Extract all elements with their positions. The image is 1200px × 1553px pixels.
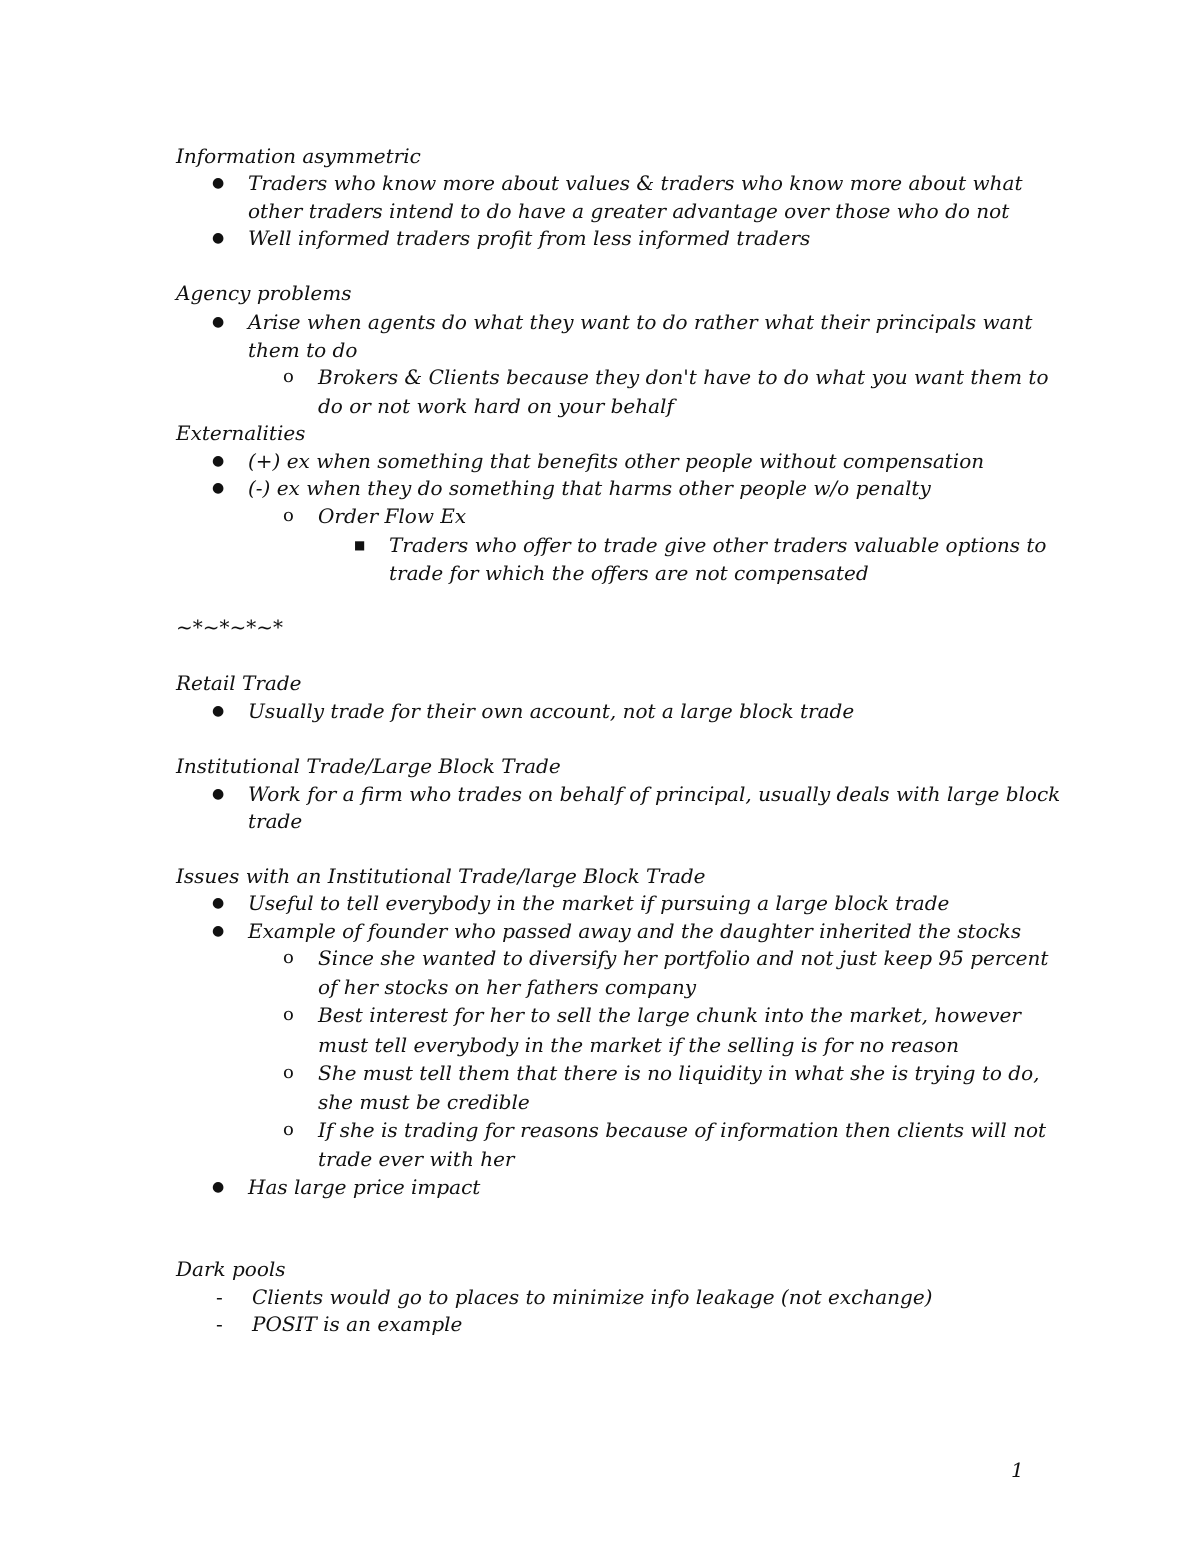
list-item-text: Example of founder who passed away and the daughter inherited the stocks xyxy=(248,919,1022,943)
bullet-icon: ● xyxy=(212,453,225,469)
list-item-text: (-) ex when they do something that harms other people w/o penalty xyxy=(248,476,931,500)
dash-bullet-icon: - xyxy=(216,1285,223,1309)
list-item-text: she must be credible xyxy=(318,1090,530,1114)
bullet-icon: ● xyxy=(212,786,225,802)
bullet-icon: ● xyxy=(212,480,225,496)
circle-bullet-icon: o xyxy=(283,1062,294,1083)
list-item-text: of her stocks on her fathers company xyxy=(318,975,697,999)
list-item-text: Work for a firm who trades on behalf of principal, usually deals with large block xyxy=(248,782,1061,806)
section-heading-institutional-trade: Institutional Trade/Large Block Trade xyxy=(176,754,561,778)
section-heading-agency-problems: Agency problems xyxy=(176,281,352,305)
list-item-text: Brokers & Clients because they don't have to do what you want them to xyxy=(318,365,1049,389)
bullet-icon: ● xyxy=(212,230,225,246)
list-item-text: them to do xyxy=(248,338,358,362)
list-item-text: trade ever with her xyxy=(318,1147,515,1171)
list-item-text: Traders who know more about values & traders who know more about what xyxy=(248,171,1023,195)
circle-bullet-icon: o xyxy=(283,1119,294,1140)
separator-text: ~*~*~*~* xyxy=(176,615,284,639)
dash-bullet-icon: - xyxy=(216,1312,223,1336)
section-heading-issues: Issues with an Institutional Trade/large Block Trade xyxy=(176,864,706,888)
section-heading-retail-trade: Retail Trade xyxy=(176,671,302,695)
list-item-text: Since she wanted to diversify her portfolio and not just keep 95 percent xyxy=(318,946,1049,970)
bullet-icon: ● xyxy=(212,923,225,939)
list-item-text: must tell everybody in the market if the selling is for no reason xyxy=(318,1033,959,1057)
list-item-text: Order Flow Ex xyxy=(318,504,467,528)
list-item-text: Well informed traders profit from less informed traders xyxy=(248,226,811,250)
circle-bullet-icon: o xyxy=(283,366,294,387)
square-bullet-icon: ■ xyxy=(354,538,366,552)
list-item-text: She must tell them that there is no liquidity in what she is trying to do, xyxy=(318,1061,1040,1085)
section-heading-dark-pools: Dark pools xyxy=(176,1257,286,1281)
circle-bullet-icon: o xyxy=(283,1004,294,1025)
list-item-text: trade for which the offers are not compensated xyxy=(389,561,869,585)
circle-bullet-icon: o xyxy=(283,505,294,526)
bullet-icon: ● xyxy=(212,895,225,911)
list-item-text: Arise when agents do what they want to do rather what their principals want xyxy=(248,310,1033,334)
section-heading-externalities: Externalities xyxy=(176,421,306,445)
list-item-text: Best interest for her to sell the large chunk into the market, however xyxy=(318,1003,1021,1027)
circle-bullet-icon: o xyxy=(283,947,294,968)
list-item-text: Has large price impact xyxy=(248,1175,481,1199)
list-item-text: Usually trade for their own account, not a large block trade xyxy=(248,699,855,723)
bullet-icon: ● xyxy=(212,703,225,719)
list-item-text: trade xyxy=(248,809,303,833)
page-number: 1 xyxy=(1011,1458,1024,1482)
list-item-text: do or not work hard on your behalf xyxy=(318,394,674,418)
list-item-text: other traders intend to do have a greater advantage over those who do not xyxy=(248,199,1010,223)
list-item-text: Useful to tell everybody in the market if pursuing a large block trade xyxy=(248,891,950,915)
bullet-icon: ● xyxy=(212,1179,225,1195)
list-item-text: If she is trading for reasons because of information then clients will not xyxy=(318,1118,1047,1142)
list-item-text: POSIT is an example xyxy=(252,1312,463,1336)
bullet-icon: ● xyxy=(212,314,225,330)
list-item-text: (+) ex when something that benefits other people without compensation xyxy=(248,449,985,473)
list-item-text: Traders who offer to trade give other traders valuable options to xyxy=(389,533,1047,557)
bullet-icon: ● xyxy=(212,175,225,191)
list-item-text: Clients would go to places to minimize info leakage (not exchange) xyxy=(252,1285,933,1309)
section-heading-information-asymmetric: Information asymmetric xyxy=(176,144,421,168)
